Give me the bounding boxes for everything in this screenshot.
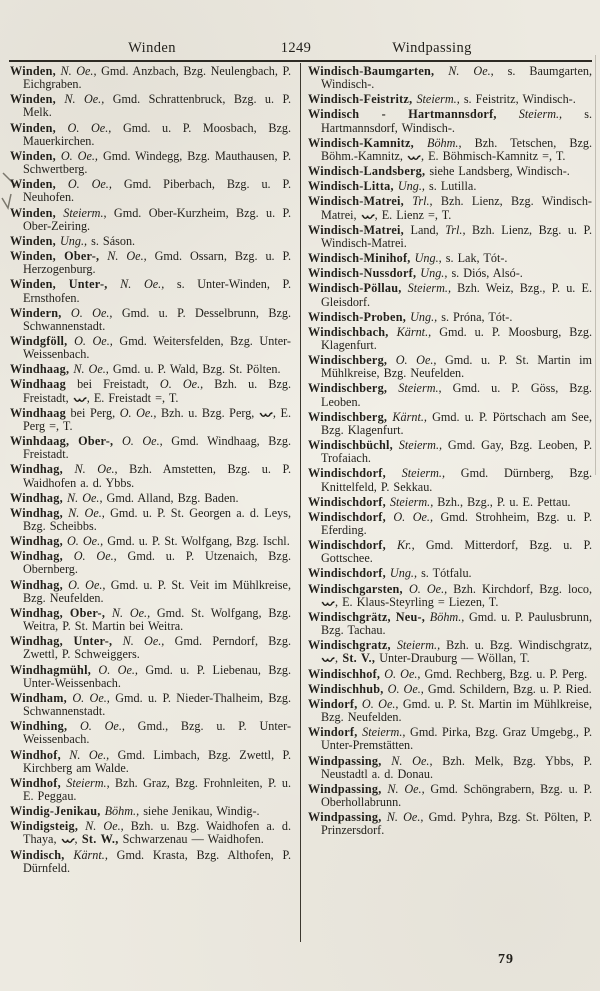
region-abbr: Steierm., (60, 775, 110, 790)
entry-text: Bzh. Lienz, Bzg. Windisch-Matrei, (321, 194, 592, 222)
post-horn-icon (259, 406, 273, 420)
region-abbr: Steierm., (385, 466, 445, 481)
gazetteer-entry (308, 567, 592, 580)
entry-text: Gmd. Ossarn, Bzg. u. P. Herzogenburg. (23, 249, 291, 277)
headword: Winden, Ober-, (10, 249, 100, 264)
headword: Windhag, (10, 462, 63, 477)
headword: Windhag, (10, 505, 63, 520)
headword: Windorf, (308, 725, 358, 740)
headword: Windischgarsten, (308, 581, 403, 596)
region-abbr: N. Oe., (381, 781, 425, 796)
gazetteer-entry (10, 150, 291, 176)
entry-text: Gmd. u. P. St. Martin im Mühlkreise, Bzg. Neufelden. (321, 696, 593, 725)
headword: Winden, (10, 205, 56, 220)
headword: Windhag, Ober-, (10, 605, 106, 620)
headword: Windisch, (10, 847, 65, 862)
page-number-bottom: 79 (498, 952, 514, 967)
headword: Windischdorf, (308, 538, 386, 553)
gazetteer-entry (308, 683, 592, 696)
headword: Windhagmühl, (10, 662, 92, 677)
gazetteer-entry (10, 407, 291, 433)
headword: Windischdorf, (308, 509, 386, 524)
entry-text: Bzh. Graz, Bzg. Frohnleiten, P. u. E. Peggau. (23, 775, 291, 803)
entry-text: Gmd. u. P. St. Georgen a. d. Leys, Bzg. Scheibbs. (23, 505, 291, 533)
region-abbr: O. Oe., (402, 581, 448, 596)
headword: Windhag, (10, 490, 63, 505)
entry-text: bei Perg, (65, 405, 116, 420)
entry-text: s. Lutilla. (424, 179, 477, 194)
region-abbr: O. Oe., (385, 509, 434, 524)
headword: Windhaag (10, 405, 66, 420)
gazetteer-entry (308, 668, 592, 681)
region-abbr: O. Oe., (113, 434, 163, 449)
headword: Winhdaag, Ober-, (10, 434, 114, 449)
entry-text: Bzh. u. Bzg. Perg, (156, 405, 255, 420)
entry-text: Gmd. Anzbach, Bzg. Neulengbach, P. Eichgraben. (23, 64, 291, 92)
page-number-top: 1249 (280, 40, 312, 56)
gazetteer-entry (10, 235, 291, 248)
entry-text: s. Unter-Winden, P. Ernsthofen. (23, 277, 291, 305)
region-abbr: O. Oe., (55, 177, 112, 192)
gazetteer-entry (308, 539, 592, 565)
entry-text: , E. Lienz =, T. (374, 207, 452, 222)
headword: St. V., (338, 651, 376, 666)
gazetteer-entry (308, 108, 592, 134)
region-abbr: Ung., (393, 179, 425, 194)
region-abbr: Trl., (403, 194, 433, 209)
entry-text: Gmd. Dürnberg, Bzg. Knittelfeld, P. Sekkau. (321, 466, 592, 494)
region-abbr: Ung., (416, 266, 448, 281)
headword: Windischbüchl, (308, 438, 393, 453)
headword: Windischberg, (308, 381, 388, 396)
entry-text: Gmd. u. P. Desselbrunn, Bzg. Schwannenstadt. (23, 305, 292, 333)
entry-text: Gmd. u. P. Moosburg, Bzg. Klagenfurt. (321, 324, 592, 352)
headword: Windhaag, (10, 362, 70, 377)
entry-text: Bzh., Bzg., P. u. E. Pettau. (433, 494, 571, 509)
gazetteer-entry (10, 435, 291, 461)
region-abbr: N. Oe., (60, 747, 110, 762)
entry-text: Bzh. u. Bzg. Windischgratz, (440, 638, 592, 653)
entry-text: Gmd. u. P. Liebenau, Bzg. Unter-Weissenbach. (23, 662, 292, 690)
headword: Windhag, (10, 534, 63, 549)
entry-text: Bzh. Kirchdorf, Bzg. loco, (447, 581, 592, 596)
headword: Windham, (10, 690, 67, 705)
region-abbr: Steierm., (392, 438, 443, 453)
post-horn-icon (73, 391, 87, 405)
headword: Windisch - Hartmannsdorf, (308, 107, 497, 122)
gazetteer-entry (308, 755, 592, 781)
headword: Winden, (10, 120, 56, 135)
region-abbr: O. Oe., (62, 577, 106, 592)
headword: Windischbach, (308, 324, 389, 339)
entry-text: siehe Landsberg, Windisch-. (425, 164, 570, 179)
entry-text: s. Hartmannsdorf, Windisch-. (321, 107, 592, 135)
gazetteer-entry (308, 165, 592, 178)
gazetteer-entry (10, 122, 291, 148)
region-abbr: O. Oe., (115, 405, 157, 420)
gazetteer-entry (10, 664, 291, 690)
region-abbr: Steierm., (387, 381, 442, 396)
region-abbr: O. Oe., (55, 120, 112, 135)
gazetteer-entry (308, 583, 592, 609)
gazetteer-entry (10, 805, 291, 818)
region-abbr: N. Oe., (381, 753, 433, 768)
gazetteer-entry (308, 382, 592, 408)
entry-text: Bzh. Tetschen, Bzg. Böhm.-Kamnitz, (321, 135, 592, 163)
entry-text: Schwarzenau — Waidhofen. (118, 832, 264, 847)
region-abbr: Steierm., (390, 638, 441, 653)
headword: Winden, (10, 177, 56, 192)
entry-text: s. Lak, Tót-. (441, 251, 508, 266)
gazetteer-entry (308, 511, 592, 537)
entry-text: Gmd. Limbach, Bzg. Zwettl, P. Kirchberg am Walde. (23, 747, 291, 775)
gazetteer-entry (10, 507, 291, 533)
entry-text: Gmd. u. P. St. Wolfgang, Bzg. Ischl. (103, 534, 290, 549)
headword: Winden, Unter-, (10, 277, 108, 292)
gazetteer-entry (308, 411, 592, 437)
entry-text: Gmd. Weitersfelden, Bzg. Unter-Weissenbach. (23, 333, 291, 362)
region-abbr: O. Oe., (357, 696, 399, 711)
headword: Windisch-Landsberg, (308, 164, 426, 179)
region-abbr: Böhm., (413, 135, 462, 150)
entry-text: Gmd. u. P. Utzenaich, Bzg. Obernberg. (23, 549, 291, 577)
region-abbr: Böhm., (425, 609, 465, 624)
headword: Windischdorf, (308, 566, 386, 581)
region-abbr: O. Oe., (61, 305, 113, 320)
entry-text: , E. Klaus-Steyrling = Liezen, T. (335, 594, 499, 609)
headword: Windhing, (10, 719, 68, 734)
gazetteer-entry (308, 811, 592, 837)
region-abbr: O. Oe., (383, 681, 424, 696)
region-abbr: N. Oe., (107, 277, 165, 292)
gazetteer-entry (10, 463, 291, 489)
gazetteer-entry (308, 611, 592, 637)
region-abbr: O. Oe., (91, 662, 138, 677)
headword: Windern, (10, 305, 62, 320)
headword: Winden, (10, 64, 56, 78)
entry-text: Gmd. Schöngrabern, Bzg. u. P. Oberhollabrunn. (321, 781, 593, 809)
gazetteer-entry (10, 492, 291, 505)
gazetteer-entry (10, 207, 291, 233)
region-abbr: N. Oe., (381, 810, 424, 825)
gazetteer-entry (308, 180, 592, 193)
entry-text: Gmd. Perndorf, Bzg. Zwettl, P. Schweiggers. (23, 634, 291, 662)
region-abbr: O. Oe., (55, 148, 98, 163)
headword: Windischhub, (308, 681, 384, 696)
gazetteer-entry (308, 282, 592, 308)
entry-text: s. Diós, Alsó-. (447, 266, 523, 281)
headword: Windhag, (10, 577, 63, 592)
region-abbr: O. Oe., (387, 353, 437, 368)
gazetteer-entry (308, 311, 592, 324)
entry-text: Bzh. u. Bzg. Waidhofen a. d. Thaya, (23, 819, 291, 847)
gazetteer-entry (10, 278, 291, 304)
region-abbr: N. Oe., (69, 362, 109, 377)
entry-text: Gmd. u. P. St. Martin im Mühlkreise, Bzg. Neufelden. (321, 353, 592, 381)
region-abbr: O. Oe., (66, 690, 110, 705)
headword: Windgföll, (10, 333, 68, 348)
entry-text: , (335, 651, 339, 666)
post-horn-icon (321, 595, 335, 609)
region-abbr: N. Oe., (434, 64, 494, 78)
region-abbr: N. Oe., (62, 462, 118, 477)
headword: Windhag, Unter-, (10, 634, 113, 649)
headword: Winden, (10, 233, 56, 248)
right-column (298, 65, 592, 877)
headword: Windisch-Kamnitz, (308, 135, 414, 150)
entry-text: Gmd. Rechberg, Bzg. u. P. Perg. (420, 666, 588, 681)
gazetteer-entry (308, 224, 592, 250)
headword: Windisch-Proben, (308, 309, 407, 324)
entry-text: Gmd. u. P. St. Veit im Mühlkreise, Bzg. Neufelden. (23, 577, 291, 605)
headword: Windpassing, (308, 810, 382, 825)
gazetteer-entry (10, 777, 291, 803)
region-abbr: O. Oe., (62, 549, 117, 564)
headword: Windischdorf, (308, 466, 386, 481)
headword: Windischgrätz, Neu-, (308, 609, 426, 624)
headword: Windorf, (308, 696, 358, 711)
headword: Windisch-Nussdorf, (308, 266, 417, 281)
gazetteer-entry (10, 535, 291, 548)
region-abbr: O. Oe., (67, 719, 125, 734)
gazetteer-entry (10, 820, 291, 846)
region-abbr: N. Oe., (112, 634, 165, 649)
entry-text: Gmd. Krasta, Bzg. Althofen, P. Dürnfeld. (23, 847, 291, 875)
post-horn-icon (321, 651, 335, 665)
headword: Winden, (10, 148, 56, 163)
region-abbr: Kärnt., (388, 324, 432, 339)
entry-text: Bzh. Weiz, Bzg., P. u. E. Gleisdorf. (321, 281, 592, 309)
entry-text: s. Próna, Tót-. (437, 309, 513, 324)
entry-text: , E. Böhmisch-Kamnitz =, T. (420, 148, 566, 163)
region-abbr: Steierm., (496, 107, 563, 122)
gazetteer-entry (10, 720, 291, 746)
headword: Windischberg, (308, 353, 388, 368)
gazetteer-entry (308, 195, 592, 221)
gazetteer-entry (10, 335, 291, 361)
region-abbr: O. Oe., (380, 666, 421, 681)
region-abbr: Ung., (385, 566, 418, 581)
entry-text: Gmd. Pyhra, Bzg. St. Pölten, P. Prinzersdorf. (321, 810, 592, 838)
headword: Windhof, (10, 747, 61, 762)
text-columns (10, 65, 592, 877)
headword: Windhof, (10, 775, 61, 790)
region-abbr: Steierm., (357, 725, 406, 740)
headword: Windpassing, (308, 753, 382, 768)
gazetteer-entry (308, 783, 592, 809)
entry-text: , E. Perg =, T. (23, 405, 292, 433)
region-abbr: Ung., (410, 251, 442, 266)
region-abbr: O. Oe., (67, 333, 113, 348)
headword: Winden, (10, 92, 56, 107)
headword: Windigsteig, (10, 819, 79, 834)
gazetteer-entry (10, 250, 291, 276)
gazetteer-entry (10, 749, 291, 775)
gazetteer-entry (308, 252, 592, 265)
page-edge-line (595, 55, 596, 475)
entry-text: Gmd. u. P. Nieder-Thalheim, Bzg. Schwannenstadt. (23, 690, 292, 719)
gazetteer-entry (10, 635, 291, 661)
gazetteer-entry (308, 326, 592, 352)
entry-text: Gmd. Schildern, Bzg. u. P. Ried. (423, 681, 592, 696)
region-abbr: N. Oe., (78, 819, 124, 834)
gazetteer-entry (308, 267, 592, 280)
region-abbr: Kärnt., (387, 409, 427, 424)
gazetteer-entry (10, 378, 291, 404)
entry-text: bei Freistadt, (65, 377, 149, 392)
gazetteer-entry (308, 439, 592, 465)
gazetteer-entry (308, 354, 592, 380)
entry-text: Gmd. Pirka, Bzg. Graz Umgebg., P. Unter-Premstätten. (321, 725, 592, 753)
region-abbr: N. Oe., (62, 490, 103, 505)
entry-text: Gmd. Schrattenbruck, Bzg. u. P. Melk. (23, 92, 291, 120)
entry-text: Bzh. Melk, Bzg. Ybbs, P. Neustadtl a. d. Donau. (321, 753, 593, 781)
gazetteer-entry (308, 496, 592, 509)
region-abbr: Ung., (55, 233, 88, 248)
entry-text: Gmd. Mitterdorf, Bzg. u. P. Gottschee. (321, 538, 592, 566)
gazetteer-entry (10, 363, 291, 376)
gazetteer-entry (308, 137, 592, 163)
entry-text: Gmd. Ober-Kurzheim, Bzg. u. P. Ober-Zeiring. (23, 205, 291, 233)
entry-text: Land, (403, 222, 439, 237)
headword: Windischgratz, (308, 638, 391, 653)
running-title-left: Winden (128, 40, 176, 56)
entry-text: Gmd. u. P. Moosbach, Bzg. Mauerkirchen. (23, 120, 291, 148)
region-abbr: Kärnt., (64, 847, 108, 862)
headword: Windisch-Litta, (308, 179, 394, 194)
entry-text: Gmd., Bzg. u. P. Unter-Weissenbach. (23, 719, 292, 747)
headword: Windischberg, (308, 409, 388, 424)
entry-text: Gmd. u. P. Göss, Bzg. Leoben. (321, 381, 592, 409)
headword: Windisch-Matrei, (308, 222, 404, 237)
region-abbr: Steierm., (385, 494, 434, 509)
gazetteer-entry (10, 65, 291, 91)
entry-text: Gmd. Strohheim, Bzg. u. P. Eferding. (321, 509, 593, 537)
entry-text: s. Baumgarten, Windisch-. (321, 64, 592, 92)
gazetteer-entry (10, 692, 291, 718)
entry-text: Gmd. Alland, Bzg. Baden. (102, 490, 239, 505)
entry-text: Bzh. Amstetten, Bzg. u. P. Waidhofen a. d. Ybbs. (23, 462, 291, 490)
headword: Windisch-Pöllau, (308, 281, 402, 296)
running-title-right: Windpassing (392, 40, 472, 56)
headword: Windisch-Baumgarten, (308, 64, 435, 78)
region-abbr: Kr., (385, 538, 415, 553)
post-horn-icon (407, 149, 421, 163)
post-horn-icon (61, 832, 75, 846)
headword: Windischdorf, (308, 494, 386, 509)
region-abbr: N. Oe., (99, 249, 147, 264)
region-abbr: O. Oe., (148, 377, 204, 392)
post-horn-icon (361, 208, 375, 222)
region-abbr: Steierm., (55, 205, 107, 220)
left-column (10, 65, 298, 877)
region-abbr: N. Oe., (55, 92, 105, 107)
region-abbr: N. Oe., (62, 505, 105, 520)
entry-text: , (74, 832, 78, 847)
region-abbr: Steierm., (401, 281, 451, 296)
region-abbr: N. Oe., (55, 64, 97, 78)
headword: St. W., (77, 832, 119, 847)
entry-text: Gmd. Gay, Bzg. Leoben, P. Trofaiach. (321, 438, 592, 466)
gazetteer-entry (10, 849, 291, 875)
headword: Windpassing, (308, 781, 382, 796)
entry-text: Gmd. Windegg, Bzg. Mauthausen, P. Schwertberg. (23, 148, 291, 177)
entry-text: Gmd. u. P. Paulusbrunn, Bzg. Tachau. (321, 609, 592, 638)
region-abbr: Steierm., (412, 92, 460, 107)
headword: Windhag, (10, 549, 63, 564)
entry-text: Gmd. St. Wolfgang, Bzg. Weitra, P. St. Martin bei Weitra. (23, 605, 291, 634)
headword: Windisch-Feistritz, (308, 92, 413, 107)
entry-text: Bzh. u. Bzg. Freistadt, (23, 377, 292, 405)
entry-text: Gmd. u. P. Wald, Bzg. St. Pölten. (108, 362, 281, 377)
entry-text: Gmd. u. P. Pörtschach am See, Bzg. Klagenfurt. (321, 409, 592, 437)
entry-text: Gmd. Piberbach, Bzg. u. P. Neuhofen. (23, 177, 291, 205)
headword: Windischhof, (308, 666, 381, 681)
gazetteer-entry (308, 65, 592, 91)
gazetteer-entry (10, 178, 291, 204)
gazetteer-entry (10, 550, 291, 576)
headword: Windisch-Matrei, (308, 194, 404, 209)
region-abbr: N. Oe., (105, 605, 151, 620)
headword: Windisch-Minihof, (308, 251, 411, 266)
gazetteer-entry (10, 607, 291, 633)
entry-text: s. Feistritz, Windisch-. (459, 92, 576, 107)
entry-text: s. Tótfalu. (417, 566, 472, 581)
region-abbr: Ung., (406, 309, 438, 324)
gazetteer-entry (308, 639, 592, 665)
headword: Windig-Jenikau, (10, 804, 101, 819)
region-abbr: Böhm., (100, 804, 140, 819)
region-abbr: Trl., (438, 222, 466, 237)
entry-text: , E. Freistadt =, T. (86, 390, 179, 405)
gazetteer-entry (10, 93, 291, 119)
gazetteer-entry (10, 579, 291, 605)
gazetteer-entry (308, 467, 592, 493)
headword: Windhaag (10, 377, 66, 392)
entry-text: Unter-Drauburg — Wöllan, T. (375, 651, 530, 666)
region-abbr: O. Oe., (62, 534, 104, 549)
gazetteer-entry (308, 698, 592, 724)
entry-text: Gmd. Windhaag, Bzg. Freistadt. (23, 434, 291, 462)
gazetteer-entry (10, 307, 291, 333)
gazetteer-entry (308, 726, 592, 752)
entry-text: Bzh. Lienz, Bzg. u. P. Windisch-Matrei. (321, 222, 592, 250)
gazetteer-entry (308, 93, 592, 106)
header-rule (9, 60, 592, 62)
entry-text: siehe Jenikau, Windig-. (139, 804, 260, 819)
entry-text: s. Sáson. (87, 233, 136, 248)
